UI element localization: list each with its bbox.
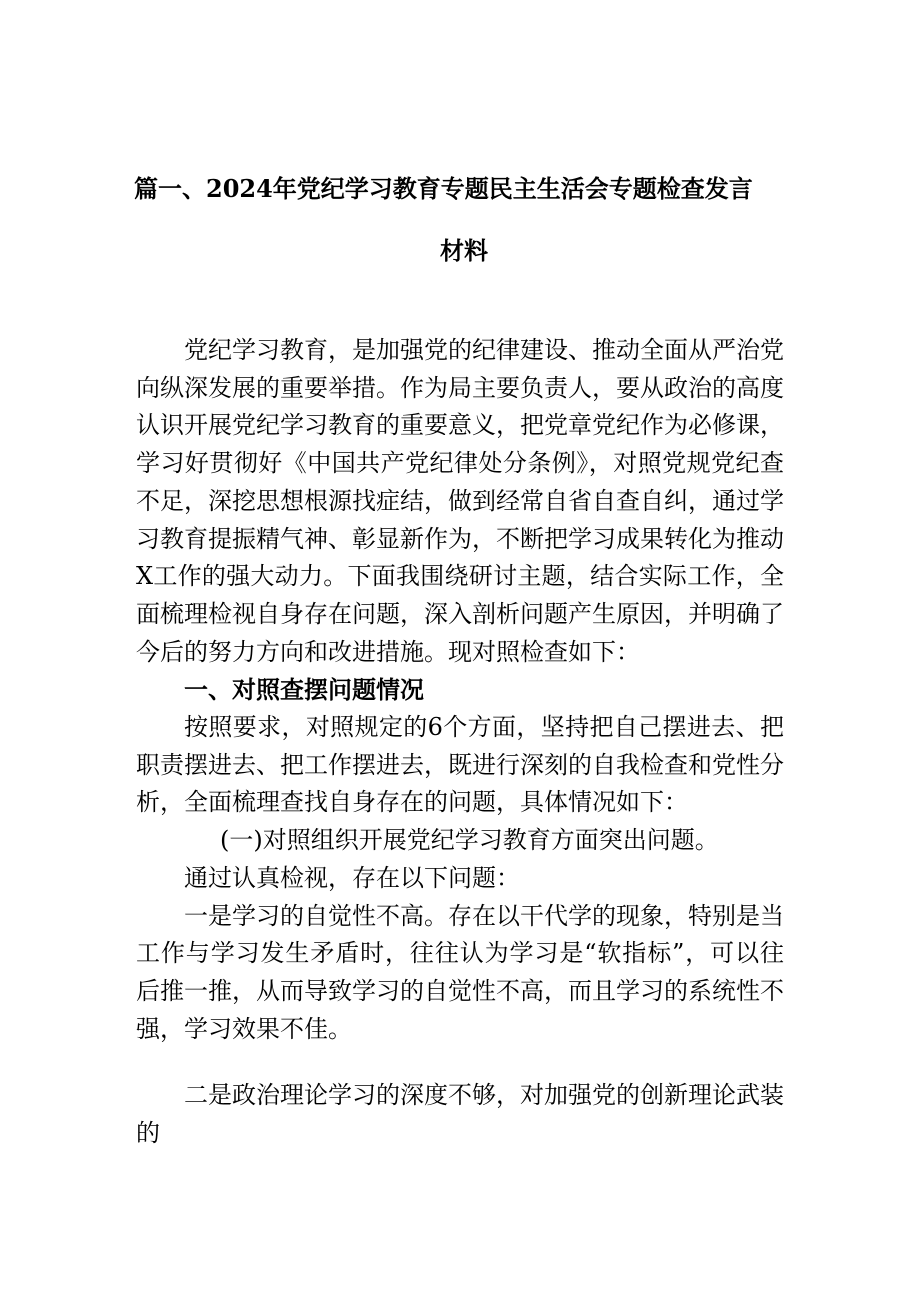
- intro-paragraph: 党纪学习教育，是加强党的纪律建设、推动全面从严治党向纵深发展的重要举措。作为局主要负责人，要从政治的高度认识开展党纪学习教育的重要意义，把党章党纪作为必修课，学习好贯彻好《中国共产党纪律处分条例》，对照党规党纪查不足，深挖思想根源找症结，做到经常自省自查自纠，通过学习教育提振精气神、彰显新作为，不断把学习成果转化为推动X工作的强大动力。下面我围绕研讨主题，结合实际工作，全面梳理检视自身存在问题，深入剖析问题产生原因，并明确了今后的努力方向和改进措施。现对照检查如下：: [136, 336, 784, 666]
- body-paragraph: 一是学习的自觉性不高。存在以干代学的现象，特别是当工作与学习发生矛盾时，往往认为学习是“软指标”，可以往后推一推，从而导致学习的自觉性不高，而且学习的系统性不强，学习效果不佳。: [136, 901, 784, 1043]
- document-body: [136, 332, 784, 1153]
- body-paragraph: 按照要求，对照规定的6个方面，坚持把自己摆进去、把职责摆进去、把工作摆进去，既进行深刻的自我检查和党性分析，全面梳理查找自身存在的问题，具体情况如下：: [136, 713, 784, 817]
- document-title-line-1: 篇一、2024年党纪学习教育专题民主生活会专题检查发言: [134, 174, 753, 203]
- document-title-line-2: 材料: [440, 236, 488, 265]
- body-paragraph: 通过认真检视，存在以下问题：: [184, 863, 520, 892]
- subsection-heading: (一)对照组织开展党纪学习教育方面突出问题。: [220, 826, 719, 855]
- body-paragraph: 二是政治理论学习的深度不够，对加强党的创新理论武装的: [136, 1081, 784, 1148]
- section-heading: 一、对照查摆问题情况: [184, 675, 424, 705]
